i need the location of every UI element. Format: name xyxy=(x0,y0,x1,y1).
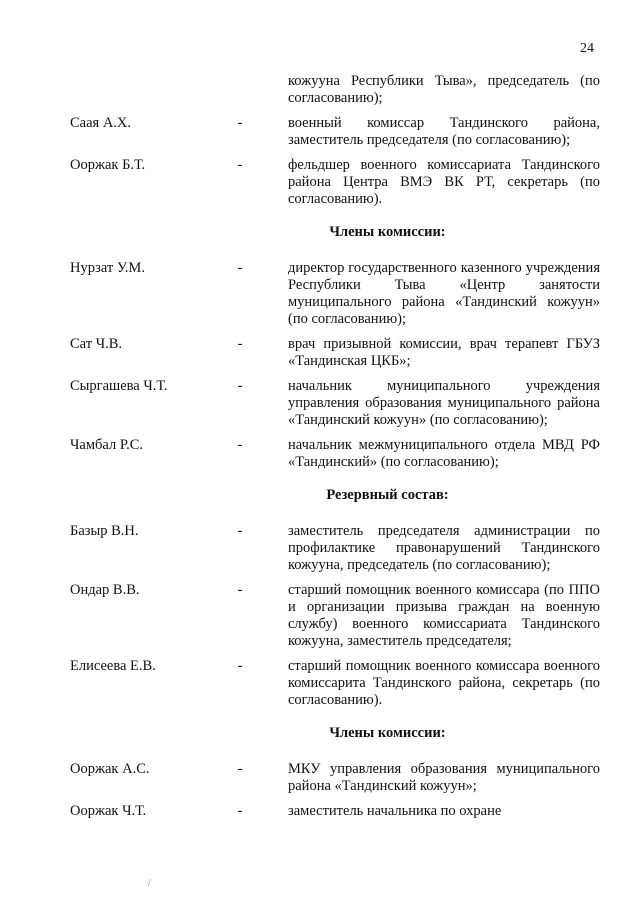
member-row xyxy=(70,761,600,795)
member-row xyxy=(70,523,600,574)
member-row xyxy=(70,260,600,328)
member-row xyxy=(70,378,600,429)
member-name: Елисеева Е.В. xyxy=(70,658,156,674)
member-role: директор государственного казенного учреждения Республики Тыва «Центр занятости муниципального района «Тандинский кожуун» (по согласованию); xyxy=(288,260,600,327)
member-dash: - xyxy=(237,761,243,777)
member-dash: - xyxy=(237,803,243,819)
member-row xyxy=(70,115,600,149)
member-name: Саая А.Х. xyxy=(70,115,132,131)
member-role: начальник межмуниципального отдела МВД РФ «Тандинский» (по согласованию); xyxy=(288,437,600,470)
member-role: МКУ управления образования муниципального района «Тандинский кожуун»; xyxy=(288,761,600,794)
member-dash: - xyxy=(237,115,243,131)
member-role: врач призывной комиссии, врач терапевт ГБУЗ «Тандинская ЦКБ»; xyxy=(288,336,600,369)
member-dash: - xyxy=(237,260,243,276)
member-name: Чамбал Р.С. xyxy=(70,437,144,453)
member-dash: - xyxy=(237,378,243,394)
section-heading-members: Члены комиссии: xyxy=(329,224,446,240)
section-heading-reserve: Резервный состав: xyxy=(326,487,449,503)
member-name: Нурзат У.М. xyxy=(70,260,145,276)
continuation-row xyxy=(70,73,600,107)
member-dash: - xyxy=(237,157,243,173)
member-name: Базыр В.Н. xyxy=(70,523,139,539)
member-name: Ооржак А.С. xyxy=(70,761,150,777)
member-role: старший помощник военного комиссара военного комиссарита Тандинского района, секретарь (по согласованию). xyxy=(288,658,600,708)
member-dash: - xyxy=(237,658,243,674)
document-body xyxy=(70,73,600,828)
member-dash: - xyxy=(237,582,243,598)
member-name: Ооржак Б.Т. xyxy=(70,157,146,173)
member-role: заместитель начальника по охране xyxy=(288,803,502,819)
footer-mark: / xyxy=(148,878,151,889)
member-name: Сыргашева Ч.Т. xyxy=(70,378,168,394)
member-row xyxy=(70,157,600,208)
member-name: Сат Ч.В. xyxy=(70,336,123,352)
member-dash: - xyxy=(237,523,243,539)
member-name: Ондар В.В. xyxy=(70,582,140,598)
section-heading-members: Члены комиссии: xyxy=(329,725,446,741)
member-role: военный комиссар Тандинского района, заместитель председателя (по согласованию); xyxy=(288,115,600,148)
member-name: Ооржак Ч.Т. xyxy=(70,803,147,819)
member-role: старший помощник военного комиссара (по ППО и организации призыва граждан на военную службу) военного комиссариата Тандинского кожууна, заместитель председателя; xyxy=(288,582,600,649)
member-dash: - xyxy=(237,437,243,453)
member-role: начальник муниципального учреждения управления образования муниципального района «Тандинский кожуун» (по согласованию); xyxy=(288,378,600,428)
member-row xyxy=(70,336,600,370)
continuation-text: кожууна Республики Тыва», председатель (по согласованию); xyxy=(288,73,600,106)
member-role: заместитель председателя администрации по профилактике правонарушений Тандинского кожууна, председатель (по согласованию); xyxy=(288,523,600,573)
member-row xyxy=(70,437,600,471)
member-role: фельдшер военного комиссариата Тандинского района Центра ВМЭ ВК РТ, секретарь (по согласованию). xyxy=(288,157,600,207)
page-number: 24 xyxy=(580,41,594,56)
member-dash: - xyxy=(237,336,243,352)
member-row xyxy=(70,803,600,820)
member-row xyxy=(70,658,600,709)
member-row xyxy=(70,582,600,650)
